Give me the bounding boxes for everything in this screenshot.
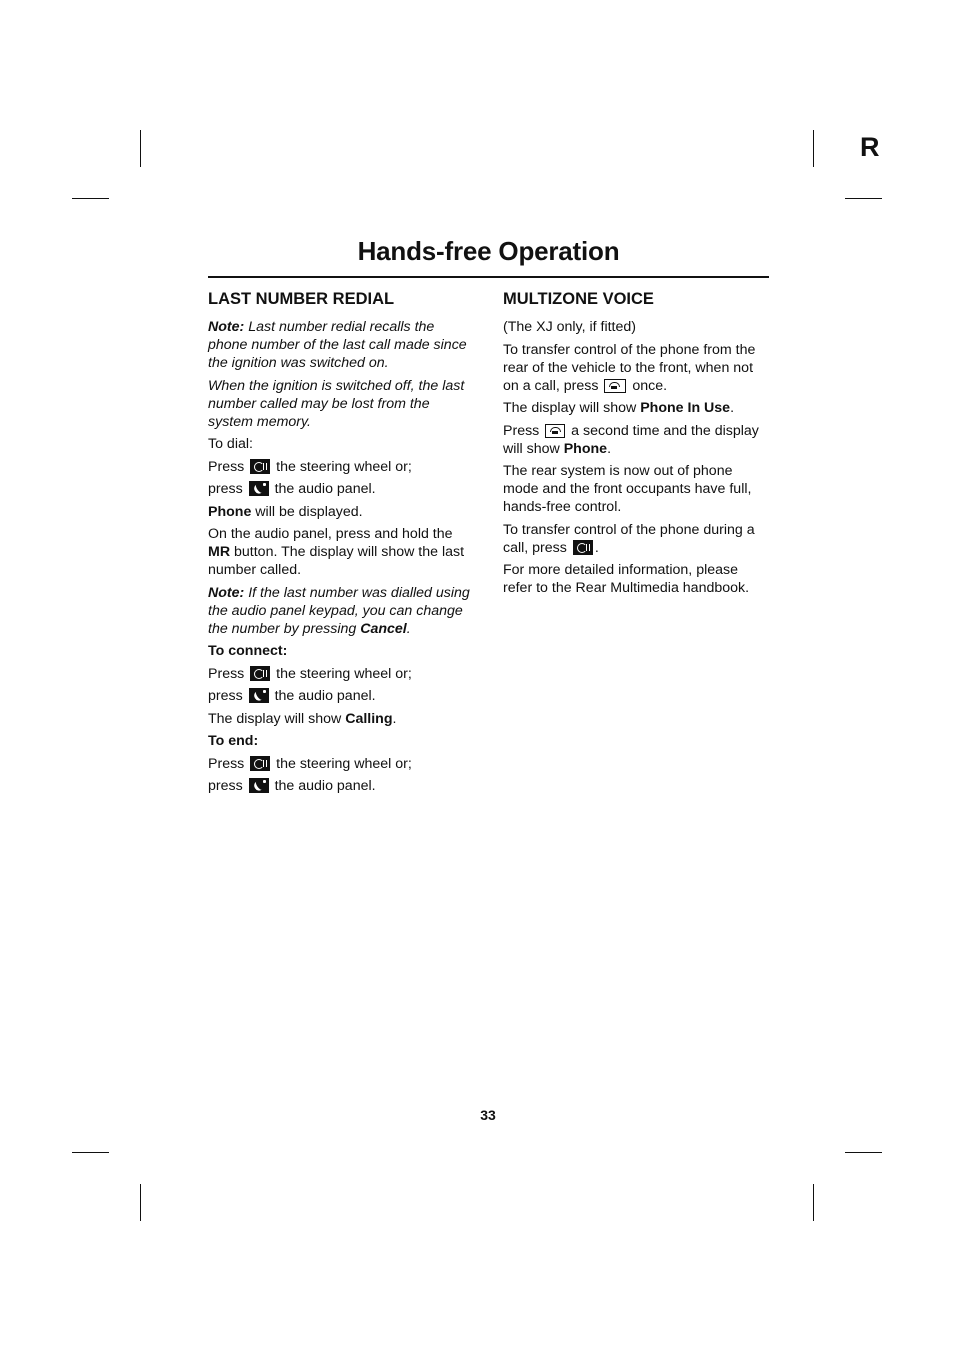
steering-wheel-phone-icon (250, 666, 270, 681)
step-text: the audio panel. (270, 778, 376, 794)
page-number: 33 (480, 1107, 496, 1123)
more-info-paragraph: For more detailed information, please refer to the Rear Multimedia handbook. (503, 562, 750, 596)
press-text: press (208, 688, 243, 704)
period: . (392, 710, 397, 727)
steering-wheel-phone-icon (250, 459, 270, 474)
press-text: press (208, 481, 243, 497)
mr-word: MR (208, 544, 231, 560)
displayed-text: will be displayed. (251, 503, 363, 520)
to-connect-text: To connect: (208, 643, 288, 659)
section-letter: R (860, 132, 880, 162)
phone-in-use-word: Phone In Use (640, 400, 731, 416)
phone-displayed-text (208, 503, 476, 521)
handset-icon (249, 688, 269, 703)
second-time-text: a second time and the display will show (503, 422, 759, 457)
note-paragraph (208, 318, 476, 372)
note-continuation: When the ignition is switched off, the last number called may be lost from the system memory. (208, 377, 465, 430)
phone-word: Phone (208, 503, 252, 520)
rear-system-paragraph: The rear system is now out of phone mode and the front occupants have full, hands-free control. (503, 463, 752, 515)
crop-mark (845, 198, 882, 199)
steering-wheel-phone-icon (250, 756, 270, 771)
step-text: the steering wheel or; (272, 665, 412, 682)
to-end-text: To end: (208, 733, 259, 749)
page-title: Hands-free Operation (357, 236, 620, 266)
transfer-text: To transfer control of the phone during a call, press (503, 521, 755, 556)
crop-mark (140, 130, 141, 167)
press-text: Press (503, 422, 540, 439)
left-column (208, 288, 476, 800)
press-text: Press (208, 458, 245, 475)
dial-step-steering (208, 458, 476, 476)
display-pre: The display will show (208, 710, 346, 727)
crop-mark (845, 1152, 882, 1153)
period: . (607, 440, 612, 457)
crop-mark (140, 1184, 141, 1221)
step-text: the steering wheel or; (272, 755, 412, 772)
mr-pre: On the audio panel, press and hold the (208, 526, 453, 542)
note-text: Last number redial recalls the phone number of the last call made since the ignition was switched on. (208, 319, 467, 371)
press-text: Press (208, 755, 245, 772)
cancel-word: Cancel (360, 620, 407, 637)
note-paragraph (208, 584, 476, 638)
mr-post: button. The display will show the last number called. (208, 544, 465, 578)
right-column (503, 288, 771, 602)
display-pre: The display will show (503, 400, 641, 416)
crop-mark (813, 1184, 814, 1221)
to-connect-label (208, 642, 476, 660)
steering-wheel-phone-icon (573, 540, 593, 555)
step-text: the steering wheel or; (272, 458, 412, 475)
note-label: Note: (208, 319, 245, 335)
connect-step-steering (208, 665, 476, 683)
calling-text (208, 710, 476, 728)
rear-phone-icon (604, 379, 626, 393)
rear-phone-icon (545, 424, 565, 438)
note-text: If the last number was dialled using the audio panel keypad, you can change the number by pressing (208, 584, 470, 637)
handset-icon (249, 778, 269, 793)
mr-paragraph (208, 525, 476, 579)
section-heading: MULTIZONE VOICE (503, 290, 654, 308)
crop-mark (813, 130, 814, 167)
crop-mark (72, 1152, 109, 1153)
phone-word: Phone (563, 440, 608, 457)
step-text: the audio panel. (270, 688, 376, 704)
handset-icon (249, 481, 269, 496)
to-end-label (208, 732, 476, 750)
crop-mark (72, 198, 109, 199)
period: . (406, 620, 411, 637)
fitted-note: (The XJ only, if fitted) (503, 319, 636, 335)
end-step-steering (208, 755, 476, 773)
connect-step-audio (208, 687, 476, 705)
transfer-during-call-paragraph (503, 521, 771, 557)
calling-word: Calling (345, 710, 393, 727)
title-divider (208, 276, 769, 278)
period: . (730, 400, 735, 416)
transfer-text: To transfer control of the phone from the rear of the vehicle to the front, when not on a call, press (503, 341, 756, 394)
transfer-post: once. (628, 377, 668, 394)
to-dial-label: To dial: (208, 436, 253, 452)
end-step-audio (208, 777, 476, 795)
second-press-paragraph (503, 422, 771, 458)
dial-step-audio (208, 480, 476, 498)
press-text: Press (208, 665, 245, 682)
press-text: press (208, 778, 243, 794)
period: . (594, 539, 599, 556)
step-text: the audio panel. (270, 481, 376, 497)
phone-in-use-text (503, 399, 771, 417)
transfer-paragraph (503, 341, 771, 395)
note-label: Note: (208, 584, 245, 601)
section-heading: LAST NUMBER REDIAL (208, 290, 395, 308)
